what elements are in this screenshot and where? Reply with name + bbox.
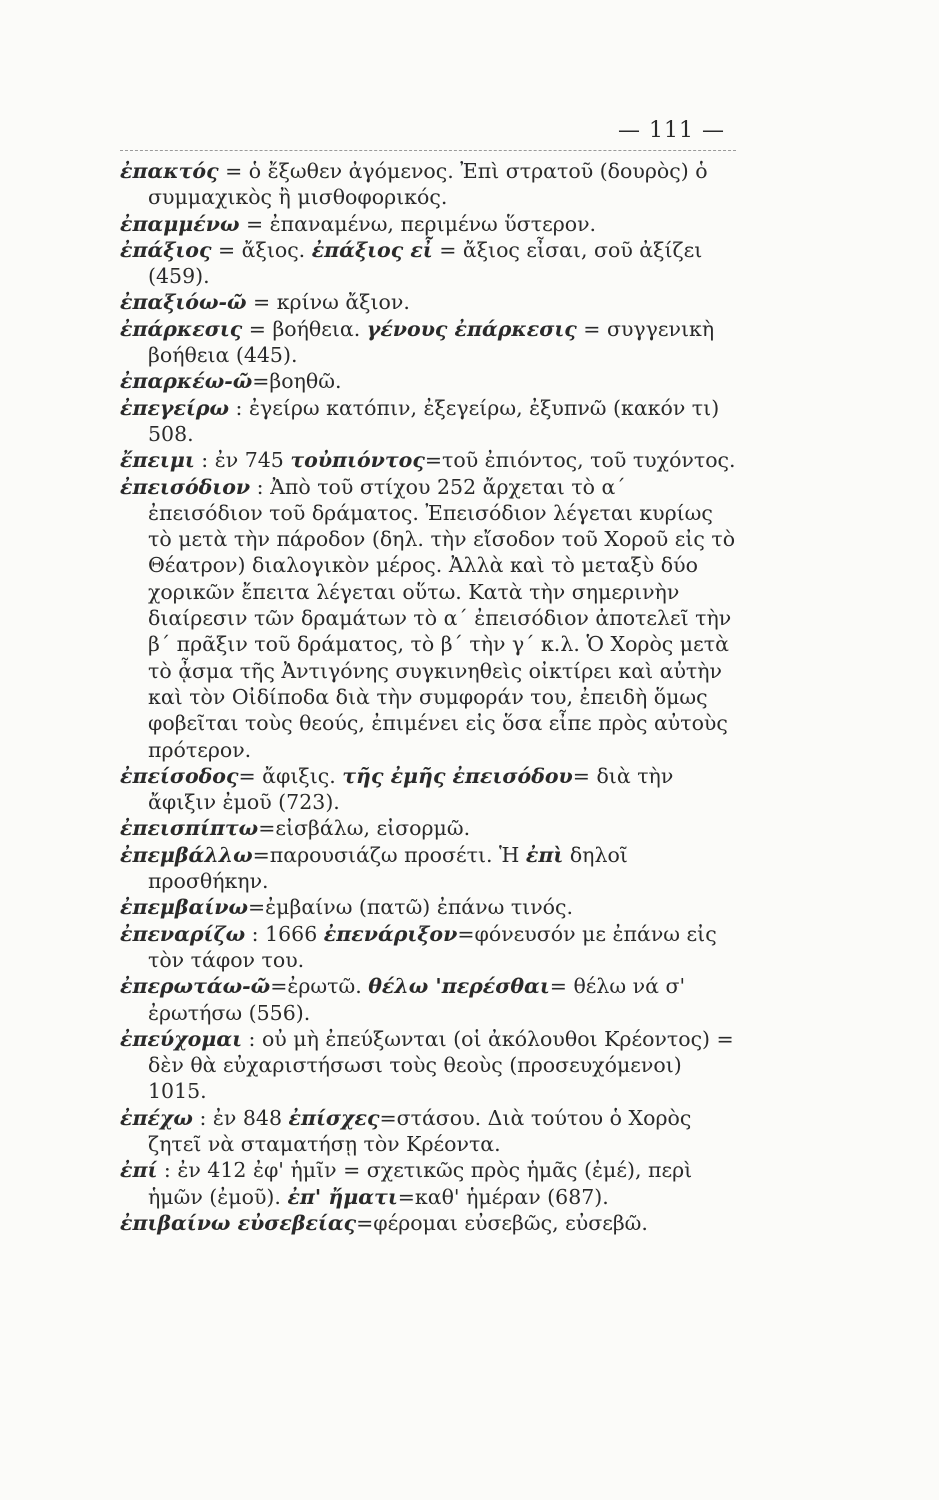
dictionary-entry: [120, 395, 738, 448]
entry-definition: : ἐν 412 ἐφ' ἡμῖν = σχετικῶς πρὸς ἡμᾶς (ἐμέ), περὶ ἡμῶν (ἐμοῦ).: [148, 1158, 693, 1209]
entry-term: ἐπαρκέω-ῶ: [120, 369, 253, 394]
entry-term: ἐπακτός: [120, 159, 219, 183]
entry-definition: = ἄφιξις.: [238, 763, 343, 788]
entry-term: ἐπέχω: [120, 1105, 193, 1130]
entry-term: θέλω 'περέσθαι: [368, 974, 550, 999]
entry-term: ἐπείσοδος: [120, 763, 239, 788]
entry-definition: = ὁ ἔξωθεν ἀγόμενος. Ἐπὶ στρατοῦ (δουρὸς) ὁ συμμαχικὸς ἢ μισθοφορικός.: [148, 159, 708, 210]
dictionary-entry: [120, 316, 738, 369]
entry-term: ἐπεναρίζω: [120, 921, 246, 946]
entry-term: ἐπάξιος: [120, 237, 212, 262]
dictionary-entry: [120, 368, 738, 394]
entry-term: τῆς ἐμῆς ἐπεισόδου: [342, 763, 573, 788]
dictionary-entry: [120, 763, 738, 816]
entry-definition: : 1666: [245, 921, 324, 946]
entry-definition: =καθ' ἡμέραν (687).: [397, 1184, 609, 1209]
entry-definition: =βοηθῶ.: [252, 369, 342, 394]
entry-term: τοὐπιόντος: [290, 448, 425, 473]
header-rule: [120, 150, 736, 151]
entry-term: ἐπεμβαίνω: [120, 895, 248, 920]
entry-definition: = θέλω νά σ' ἐρωτήσω (556).: [148, 974, 686, 1025]
dictionary-entry: [120, 973, 738, 1026]
dictionary-entry: [120, 447, 738, 473]
entry-term: γένους ἐπάρκεσις: [366, 316, 577, 341]
entry-definition: = διὰ τὴν ἄφιξιν ἐμοῦ (723).: [148, 763, 674, 815]
entry-term: ἐπάρκεσις: [120, 316, 243, 341]
dictionary-entry: [120, 237, 738, 290]
entry-definition: = ἐπαναμένω, περιμένω ὕστερον.: [239, 211, 597, 236]
dictionary-entry: [120, 1210, 738, 1236]
entry-definition: = βοήθεια.: [242, 316, 367, 341]
dictionary-entry: [120, 815, 738, 841]
entry-term: ἐπαμμένω: [120, 211, 240, 236]
entry-term: ἐπίσχες: [288, 1105, 380, 1130]
entry-term: ἐπ' ἤματι: [287, 1184, 398, 1209]
entry-definition: =τοῦ ἐπιόντος, τοῦ τυχόντος.: [424, 448, 736, 473]
entry-definition: : Ἀπὸ τοῦ στίχου 252 ἄρχεται τὸ α΄ ἐπεισόδιον τοῦ δράματος. Ἐπεισόδιον λέγεται κυρίως τὸ μετὰ τὴν πάροδον (δηλ. τὴν εἴσοδον τοῦ Χοροῦ εἰς τὸ Θέατρον) διαλογικὸν μέρος. Ἀλλὰ καὶ τὸ μεταξὺ δύο χορικῶν ἔπειτα λέγεται οὕτω. Κατὰ τὴν σημερινὴν διαίρεσιν τῶν δραμάτων τὸ α΄ ἐπεισόδιον ἀποτελεῖ τὴν β΄ πρᾶξιν τοῦ δράματος, τὸ β΄ τὴν γ΄ κ.λ. Ὁ Χορὸς μετὰ τὸ ᾆσμα τῆς Ἀντιγόνης συγκινηθεὶς οἰκτίρει καὶ αὐτὴν καὶ τὸν Οἰδίποδα διὰ τὴν συμφοράν του, ἐπειδὴ ὅμως φοβεῖται τοὺς θεούς, ἐπιμένει εἰς ὅσα εἶπε πρὸς αὐτοὺς πρότερον.: [148, 474, 736, 762]
dictionary-entry: [120, 921, 738, 974]
entry-definition: : ἐν 745: [194, 448, 291, 473]
dictionary-entry: [120, 842, 738, 895]
dictionary-entry: [120, 289, 738, 315]
entry-term: ἐπὶ: [525, 842, 564, 867]
entry-definition: = συγγενικὴ βοήθεια (445).: [148, 316, 715, 368]
dictionary-entry: [120, 1026, 738, 1105]
entry-term: ἐπεύχομαι: [120, 1026, 243, 1051]
entry-definition: =φόνευσόν με ἐπάνω εἰς τὸν τάφον του.: [148, 921, 717, 972]
dictionary-entry: [120, 474, 738, 763]
entry-definition: =παρουσιάζω προσέτι. Ἡ: [252, 842, 526, 867]
dictionary-entries: [120, 158, 738, 1236]
entry-term: ἐπερωτάω-ῶ: [120, 974, 271, 999]
entry-definition: =ἐρωτῶ.: [270, 974, 369, 999]
entry-definition: : ἐγείρω κατόπιν, ἐξεγείρω, ἐξυπνῶ (κακόν τι) 508.: [148, 395, 720, 446]
entry-term: ἐπιβαίνω εὐσεβείας: [120, 1210, 357, 1235]
dictionary-entry: [120, 1105, 738, 1158]
entry-term: ἐπεισόδιον: [120, 474, 251, 499]
entry-definition: = ἄξιος εἶσαι, σοῦ ἀξίζει (459).: [148, 237, 703, 289]
entry-term: ἐπενάριξον: [323, 921, 458, 946]
entry-definition: δηλοῖ προσθήκην.: [148, 842, 628, 894]
entry-term: ἐπαξιόω-ῶ: [120, 290, 247, 315]
entry-definition: =στάσου. Διὰ τούτου ὁ Χορὸς ζητεῖ νὰ σταματήσῃ τὸν Κρέοντα.: [148, 1105, 692, 1156]
dictionary-entry: [120, 211, 738, 237]
entry-term: ἐπεμβάλλω: [120, 842, 253, 867]
dictionary-entry: [120, 158, 738, 211]
entry-definition: =εἰσβάλω, εἰσορμῶ.: [258, 816, 471, 841]
dictionary-entry: [120, 1157, 738, 1210]
entry-definition: : οὐ μὴ ἐπεύξωνται (οἱ ἀκόλουθοι Κρέοντος) = δὲν θὰ εὐχαριστήσωσι τοὺς θεοὺς (προσευχόμενοι) 1015.: [148, 1026, 734, 1104]
entry-term: ἐπεγείρω: [120, 395, 229, 420]
entry-term: ἐπεισπίπτω: [120, 816, 259, 841]
entry-definition: =φέρομαι εὐσεβῶς, εὐσεβῶ.: [356, 1210, 648, 1235]
entry-term: ἐπάξιος εἶ: [311, 237, 433, 262]
entry-definition: = κρίνω ἄξιον.: [246, 290, 410, 315]
entry-term: ἐπί: [120, 1158, 158, 1183]
dictionary-entry: [120, 894, 738, 920]
entry-definition: : ἐν 848: [192, 1105, 289, 1130]
entry-definition: =ἐμβαίνω (πατῶ) ἐπάνω τινός.: [248, 895, 574, 920]
page-number: — 111 —: [618, 118, 725, 143]
entry-term: ἔπειμι: [120, 448, 195, 473]
entry-definition: = ἄξιος.: [211, 237, 312, 262]
